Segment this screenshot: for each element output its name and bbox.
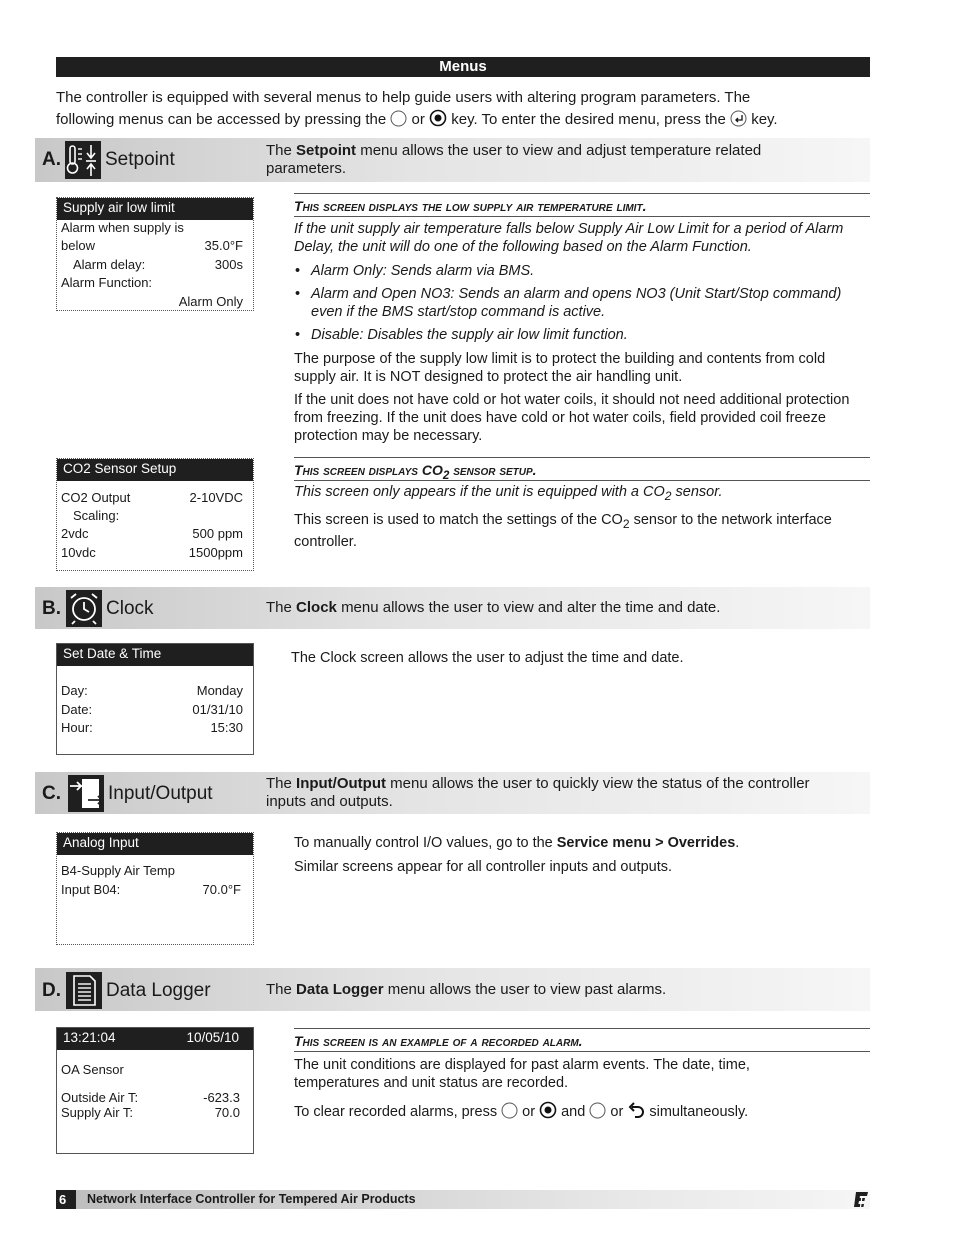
lcd-recorded-alarm [56, 1027, 254, 1154]
bullet-item: • Disable: Disables the supply air low limit function. [294, 326, 870, 344]
desc-text: menu allows the user to quickly view the status of the controller [390, 775, 810, 792]
desc-text: menu allows the user to view past alarms. [387, 981, 667, 998]
alarm-time: 13:21:04 [63, 1030, 116, 1045]
text: and [561, 1104, 586, 1120]
menu-path: Service menu > Overrides [556, 835, 736, 851]
page-title: Menus [56, 57, 870, 77]
paragraph: If the unit does not have cold or hot water coils, it should not need additional protection from freezing. If the unit does have cold or hot water coils, field provided coil freeze protection may be necessary. [294, 392, 850, 444]
section-description [266, 599, 868, 617]
desc-text: The [266, 981, 292, 998]
desc-bold: Clock [296, 599, 337, 616]
section-description [266, 775, 868, 811]
co2-description [294, 457, 870, 551]
lcd-row [61, 256, 243, 274]
lcd-value: 300s [214, 257, 243, 272]
lcd-label: Supply Air T: [61, 1105, 134, 1120]
lcd-label: 2vdc [61, 526, 89, 541]
lcd-row [61, 237, 243, 255]
lcd-value: Monday [196, 683, 243, 698]
lcd-header: Analog Input [57, 833, 253, 855]
section-description [266, 981, 868, 999]
lcd-label: Scaling: [73, 508, 120, 523]
section-letter: C. [42, 783, 61, 804]
desc-text: The [266, 142, 292, 159]
clock-description: The Clock screen allows the user to adjust the time and date. [291, 650, 684, 666]
section-name: Input/Output [108, 783, 213, 804]
lcd-value: 2-10VDC [189, 490, 243, 505]
section-name: Setpoint [105, 149, 175, 170]
desc-text: parameters. [266, 160, 347, 177]
input-output-icon [68, 775, 104, 812]
lcd-row [61, 544, 243, 562]
intro-text: key. To enter the desired menu, press the [451, 111, 726, 128]
lcd-label: Hour: [61, 720, 93, 735]
lcd-co2-sensor-setup [56, 458, 254, 571]
lcd-value: 70.0 [214, 1105, 240, 1120]
lcd-value: 15:30 [210, 720, 243, 735]
lcd-analog-input [56, 832, 254, 945]
bullet-item: • Alarm Only: Sends alarm via BMS. [294, 262, 870, 280]
paragraph: The unit conditions are displayed for past alarm events. The date, time, temperatures and unit status are recorded. [294, 1057, 750, 1091]
brand-logo-icon [852, 1190, 870, 1209]
subscript: 2 [664, 488, 672, 503]
lcd-row [61, 862, 241, 880]
lcd-row [61, 489, 243, 507]
lcd-row [61, 1061, 240, 1079]
text: To manually control I/O values, go to the [294, 835, 553, 851]
lcd-label: OA Sensor [61, 1062, 124, 1077]
intro-line-1: The controller is equipped with several menus to help guide users with altering program parameters. The [56, 89, 751, 106]
text: or [610, 1104, 624, 1120]
clock-icon [66, 590, 102, 627]
lcd-label: Day: [61, 683, 88, 698]
lcd-value: 70.0°F [202, 882, 241, 897]
desc-bold: Setpoint [296, 142, 357, 159]
desc-text: menu allows the user to view and alter the time and date. [341, 599, 721, 616]
alarm-description [294, 1028, 870, 1121]
desc-text: The [266, 599, 292, 616]
caption-text: sensor setup. [449, 462, 537, 478]
lcd-row [61, 274, 243, 292]
paragraph [294, 511, 834, 551]
page-number: 6 [56, 1190, 76, 1209]
lcd-header [57, 1028, 253, 1050]
caption-subscript: 2 [442, 468, 450, 482]
lcd-row [61, 881, 241, 899]
lcd-row [61, 719, 243, 737]
lcd-label: Date: [61, 702, 93, 717]
section-letter: B. [42, 598, 61, 619]
down-button-icon [539, 1101, 557, 1119]
section-description [266, 142, 868, 178]
lcd-value: 35.0°F [204, 238, 243, 253]
section-clock [35, 587, 870, 629]
text: sensor. [671, 484, 723, 500]
data-logger-icon [66, 972, 102, 1009]
section-name: Data Logger [106, 980, 211, 1001]
text: . [735, 835, 740, 851]
text: or [522, 1104, 536, 1120]
lcd-value: -623.3 [203, 1090, 240, 1105]
intro-text: following menus can be accessed by pressing the [56, 111, 387, 128]
lcd-value: 01/31/10 [192, 702, 243, 717]
bullet-item: • Alarm and Open NO3: Sends an alarm and opens NO3 (Unit Start/Stop command) even if the BMS start/stop command is active. [294, 285, 870, 321]
lcd-label: Input B04: [61, 882, 121, 897]
lcd-row [61, 701, 243, 719]
text: This screen only appears if the unit is equipped with a CO [294, 484, 665, 500]
lcd-row [61, 682, 243, 700]
lcd-header: CO2 Sensor Setup [57, 459, 253, 481]
text: sensor to the network interface controller. [294, 511, 832, 550]
lcd-value: 1500ppm [188, 545, 243, 560]
lcd-label: Outside Air T: [61, 1090, 139, 1105]
alarm-date: 10/05/10 [186, 1030, 239, 1045]
desc-bold: Input/Output [296, 775, 386, 792]
section-letter: A. [42, 149, 61, 170]
screen-caption: This screen is an example of a recorded alarm. [294, 1028, 870, 1052]
intro-text: or [411, 111, 425, 128]
supply-low-description [294, 193, 870, 445]
enter-button-icon [730, 110, 747, 127]
intro-paragraph [56, 87, 870, 131]
lcd-label: below [61, 238, 95, 253]
down-button-icon [429, 109, 447, 127]
paragraph: The purpose of the supply low limit is to protect the building and contents from cold supply air. It is NOT designed to protect the air handling unit. [294, 351, 826, 385]
italic-paragraph: If the unit supply air temperature falls below Supply Air Low Limit for a period of Alarm Delay, the unit will do one of the following based on the Alarm Function. [294, 221, 844, 255]
lcd-label: B4-Supply Air Temp [61, 863, 175, 878]
screen-caption [294, 457, 870, 481]
section-name: Clock [106, 598, 154, 619]
lcd-label: Alarm delay: [73, 257, 146, 272]
subscript: 2 [622, 516, 630, 531]
desc-text: menu allows the user to view and adjust temperature related [360, 142, 762, 159]
paragraph [294, 1101, 870, 1121]
setpoint-icon [65, 141, 101, 179]
lcd-label: 10vdc [61, 545, 96, 560]
text: To clear recorded alarms, press [294, 1104, 498, 1120]
italic-paragraph [294, 483, 870, 505]
screen-caption: This screen displays the low supply air temperature limit. [294, 193, 870, 217]
lcd-set-date-time [56, 643, 254, 755]
lcd-label: Alarm when supply is [61, 220, 184, 235]
lcd-header: Set Date & Time [57, 644, 253, 666]
lcd-row [61, 525, 243, 543]
up-button-icon [390, 110, 407, 127]
desc-text: The [266, 775, 292, 792]
text: simultaneously. [649, 1104, 749, 1120]
lcd-row [61, 1104, 240, 1122]
lcd-label: CO2 Output [61, 490, 131, 505]
text: This screen is used to match the settings of the CO [294, 511, 623, 528]
section-input-output [35, 772, 870, 814]
section-data-logger [35, 968, 870, 1011]
lcd-header: Supply air low limit [57, 198, 253, 220]
escape-arrow-icon [627, 1101, 645, 1119]
lcd-label: Alarm Function: [61, 275, 153, 290]
lcd-value: 500 ppm [192, 526, 243, 541]
section-setpoint [35, 138, 870, 182]
paragraph: Similar screens appear for all controller inputs and outputs. [294, 859, 672, 875]
lcd-row [61, 293, 243, 311]
lcd-row [61, 507, 243, 525]
up-button-icon [501, 1102, 518, 1119]
caption-text: This screen displays CO [294, 462, 443, 478]
desc-text: inputs and outputs. [266, 793, 393, 810]
footer-title: Network Interface Controller for Tempered Air Products [87, 1192, 416, 1206]
desc-bold: Data Logger [296, 981, 384, 998]
intro-line-2 [56, 109, 870, 131]
io-description [294, 834, 870, 876]
intro-text: key. [751, 111, 778, 128]
lcd-value: Alarm Only [178, 294, 243, 309]
lcd-row [61, 219, 243, 237]
paragraph [294, 834, 870, 852]
enter-button-icon [589, 1102, 606, 1119]
lcd-supply-low-limit [56, 197, 254, 311]
section-letter: D. [42, 980, 61, 1001]
